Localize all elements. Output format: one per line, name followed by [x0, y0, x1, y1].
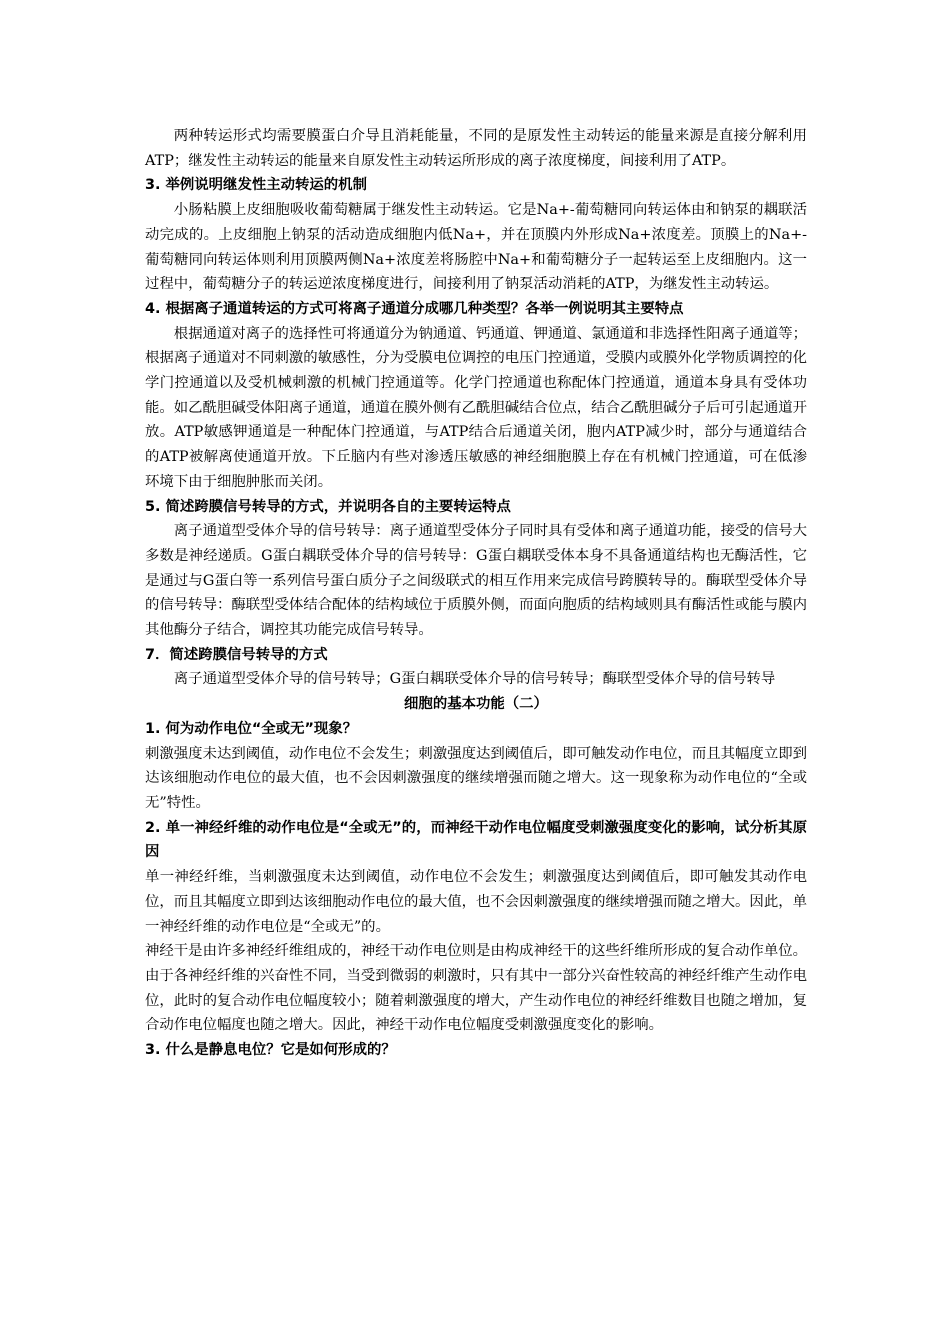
- paragraph: 刺激强度未达到阈值，动作电位不会发生；刺激强度达到阈值后，即可触发动作电位，而且其幅度立即到达该细胞动作电位的最大值，也不会因刺激强度的继续增强而随之增大。这一现象称为动作电位的“全或无”特性。: [145, 745, 807, 811]
- question-heading: 1. 何为动作电位“全或无”现象？: [145, 720, 358, 737]
- section-title: 细胞的基本功能（二）: [404, 696, 548, 713]
- paragraph: 两种转运形式均需要膜蛋白介导且消耗能量，不同的是原发性主动转运的能量来源是直接分解利用ATP；继发性主动转运的能量来自原发性主动转运所形成的离子浓度梯度，间接利用了ATP。: [145, 128, 807, 169]
- question-heading: 3. 什么是静息电位？它是如何形成的？: [145, 1042, 396, 1059]
- paragraph: 小肠粘膜上皮细胞吸收葡萄糖属于继发性主动转运。它是Na+-葡萄糖同向转运体由和钠泵的耦联活动完成的。上皮细胞上钠泵的活动造成细胞内低Na+，并在顶膜内外形成Na+浓度差。顶膜上的Na+-葡萄糖同向转运体则利用顶膜两侧Na+浓度差将肠腔中Na+和葡萄糖分子一起转运至上皮细胞内。这一过程中，葡萄糖分子的转运逆浓度梯度进行，间接利用了钠泵活动消耗的ATP，为继发性主动转运。: [145, 202, 807, 293]
- question-heading: 5. 简述跨膜信号转导的方式，并说明各自的主要转运特点: [145, 498, 511, 515]
- paragraph: 离子通道型受体介导的信号转导：离子通道型受体分子同时具有受体和离子通道功能，接受的信号大多数是神经递质。G蛋白耦联受体介导的信号转导：G蛋白耦联受体本身不具备通道结构也无酶活性，它是通过与G蛋白等一系列信号蛋白质分子之间级联式的相互作用来完成信号跨膜转导的。酶联型受体介导的信号转导：酶联型受体结合配体的结构域位于质膜外侧，而面向胞质的结构域则具有酶活性或能与膜内其他酶分子结合，调控其功能完成信号转导。: [145, 523, 807, 639]
- paragraph: 离子通道型受体介导的信号转导；G蛋白耦联受体介导的信号转导；酶联型受体介导的信号转导: [173, 671, 776, 688]
- paragraph: 单一神经纤维，当刺激强度未达到阈值，动作电位不会发生；刺激强度达到阈值后，即可触发其动作电位，而且其幅度立即到达该细胞动作电位的最大值，也不会因刺激强度的继续增强而随之增大。因此，单一神经纤维的动作电位是“全或无”的。: [145, 869, 807, 935]
- document-page: [145, 124, 807, 1063]
- paragraph: 神经干是由许多神经纤维组成的，神经干动作电位则是由构成神经干的这些纤维所形成的复合动作单位。由于各神经纤维的兴奋性不同，当受到微弱的刺激时，只有其中一部分兴奋性较高的神经纤维产生动作电位，此时的复合动作电位幅度较小；随着刺激强度的增大，产生动作电位的神经纤维数目也随之增加，复合动作电位幅度也随之增大。因此，神经干动作电位幅度受刺激强度变化的影响。: [145, 943, 807, 1034]
- question-heading: 3. 举例说明继发性主动转运的机制: [145, 177, 367, 194]
- question-heading: 2. 单一神经纤维的动作电位是“全或无”的，而神经干动作电位幅度受刺激强度变化的影响，试分析其原因: [145, 819, 807, 861]
- question-heading: 7．简述跨膜信号转导的方式: [145, 646, 328, 663]
- paragraph: 根据通道对离子的选择性可将通道分为钠通道、钙通道、钾通道、氯通道和非选择性阳离子通道等；根据离子通道对不同刺激的敏感性，分为受膜电位调控的电压门控通道，受膜内或膜外化学物质调控的化学门控通道以及受机械刺激的机械门控通道等。化学门控通道也称配体门控通道，通道本身具有受体功能。如乙酰胆碱受体阳离子通道，通道在膜外侧有乙酰胆碱结合位点，结合乙酰胆碱分子后可引起通道开放。ATP敏感钾通道是一种配体门控通道，与ATP结合后通道关闭，胞内ATP减少时，部分与通道结合的ATP被解离使通道开放。下丘脑内有些对渗透压敏感的神经细胞膜上存在有机械门控通道，可在低渗环境下由于细胞肿胀而关闭。: [145, 325, 807, 490]
- question-heading: 4. 根据离子通道转运的方式可将离子通道分成哪几种类型？各举一例说明其主要特点: [145, 300, 684, 317]
